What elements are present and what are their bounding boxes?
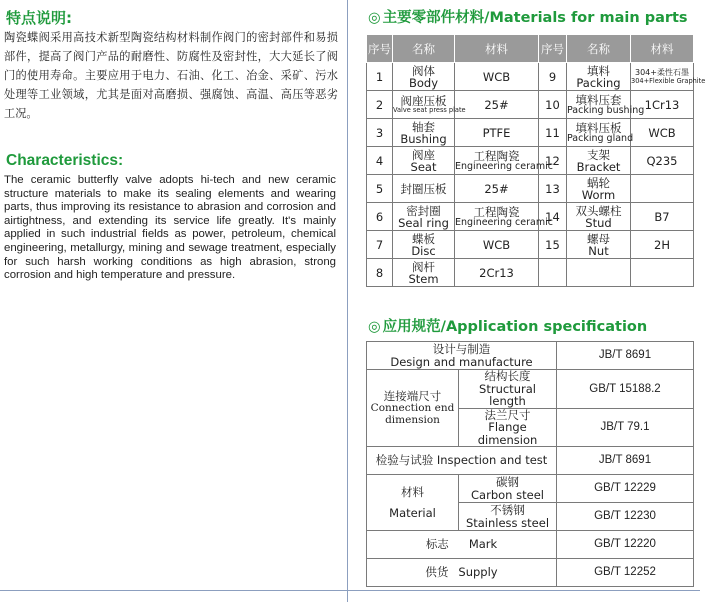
- part-material: [631, 259, 694, 287]
- spec-standard: GB/T 12252: [557, 559, 694, 587]
- part-no: 14: [539, 203, 567, 231]
- part-material: PTFE: [455, 119, 539, 147]
- circle-bullet-icon: ◎: [368, 319, 381, 335]
- spec-sublabel: 不锈钢 Stainless steel: [459, 503, 557, 531]
- part-material: Q235: [631, 147, 694, 175]
- table-row: [367, 447, 694, 475]
- part-no: 15: [539, 231, 567, 259]
- part-material: WCB: [455, 63, 539, 91]
- part-material: 25#: [455, 91, 539, 119]
- spec-standard: GB/T 15188.2: [557, 370, 694, 409]
- part-no: 3: [367, 119, 393, 147]
- spec-group-label: 材料 Material: [367, 475, 459, 531]
- part-name: [567, 259, 631, 287]
- part-name: 填料压板 Packing gland: [567, 119, 631, 147]
- spec-label: 设计与制造 Design and manufacture: [367, 342, 557, 370]
- bottom-rule: [0, 590, 700, 591]
- header-name: 名称: [393, 35, 455, 63]
- table-row: [367, 147, 694, 175]
- header-material: 材料: [455, 35, 539, 63]
- part-no: 10: [539, 91, 567, 119]
- part-no: 9: [539, 63, 567, 91]
- part-material: 2Cr13: [455, 259, 539, 287]
- part-no: 8: [367, 259, 393, 287]
- part-material: B7: [631, 203, 694, 231]
- part-no: 1: [367, 63, 393, 91]
- part-material: 工程陶瓷 Engineering ceramic: [455, 203, 539, 231]
- part-name: 螺母 Nut: [567, 231, 631, 259]
- table-row: [367, 259, 694, 287]
- table-row: [367, 531, 694, 559]
- part-name: 双头螺柱 Stud: [567, 203, 631, 231]
- part-no: 7: [367, 231, 393, 259]
- part-name: 蝶板 Disc: [393, 231, 455, 259]
- cn-heading: 特点说明:: [6, 9, 72, 27]
- header-name: 名称: [567, 35, 631, 63]
- column-divider: [347, 0, 348, 602]
- table-row: [367, 342, 694, 370]
- part-name: 蜗轮 Worm: [567, 175, 631, 203]
- table-row: [367, 231, 694, 259]
- cn-description: 陶瓷蝶阀采用高技术新型陶瓷结构材料制作阀门的密封部件和易损部件，提高了阀门产品的耐磨性、防腐性及密封性，大大延长了阀门的使用寿命。主要应用于电力、石油、化工、冶金、采矿、污水处理等工业领域，尤其是面对高磨损、强腐蚀、高温、高压等恶劣工况。: [4, 31, 338, 120]
- part-material: WCB: [631, 119, 694, 147]
- part-no: [539, 259, 567, 287]
- part-no: 5: [367, 175, 393, 203]
- table-row: [367, 175, 694, 203]
- spec-standard: JB/T 79.1: [557, 408, 694, 447]
- header-no: 序号: [367, 35, 393, 63]
- spec-sublabel: 碳钢 Carbon steel: [459, 475, 557, 503]
- part-material: WCB: [455, 231, 539, 259]
- part-no: 12: [539, 147, 567, 175]
- parts-title-text: 主要零部件材料/Materials for main parts: [382, 10, 688, 26]
- part-material: 25#: [455, 175, 539, 203]
- spec-label: 供货 Supply: [367, 559, 557, 587]
- spec-label: 标志 Mark: [367, 531, 557, 559]
- table-row: [367, 63, 694, 91]
- part-name: 密封圈 Seal ring: [393, 203, 455, 231]
- spec-standard: GB/T 12230: [557, 503, 694, 531]
- table-row: [367, 475, 694, 503]
- part-name: 支架 Bracket: [567, 147, 631, 175]
- part-material: 2H: [631, 231, 694, 259]
- table-row: [367, 559, 694, 587]
- parts-header-row: [367, 35, 694, 63]
- part-name: 填料压套 Packing bushing: [567, 91, 631, 119]
- spec-standard: JB/T 8691: [557, 447, 694, 475]
- part-name: 阀体 Body: [393, 63, 455, 91]
- part-material: 1Cr13: [631, 91, 694, 119]
- table-row: [367, 203, 694, 231]
- parts-table: [366, 34, 705, 287]
- parts-title: [368, 6, 688, 27]
- part-material: 工程陶瓷 Engineering ceramic: [455, 147, 539, 175]
- spec-group-label: 连接端尺寸 Connection end dimension: [367, 370, 459, 447]
- part-material: [631, 175, 694, 203]
- header-material: 材料: [631, 35, 694, 63]
- spec-title-text: 应用规范/Application specification: [382, 319, 648, 335]
- part-name: 轴套 Bushing: [393, 119, 455, 147]
- spec-sublabel: 结构长度 Structural length: [459, 370, 557, 409]
- spec-standard: JB/T 8691: [557, 342, 694, 370]
- en-description: The ceramic butterfly valve adopts hi-tech and new ceramic structure materials to make its sealing elements and wearing parts, thus improving its resistance to abrasion and corrosion and airtightness, and extending its service life greatly. It's mainly applied in such industrial fields as power, petroleum, chemical engineering, metallurgy, mining and sewage treatment, especially for such harsh working conditions as high abrasion, strong corrosion and high temperature and pressure.: [4, 174, 336, 282]
- part-name: 填料 Packing: [567, 63, 631, 91]
- part-name: 阀座 Seat: [393, 147, 455, 175]
- part-no: 4: [367, 147, 393, 175]
- part-no: 11: [539, 119, 567, 147]
- spec-sublabel: 法兰尺寸 Flange dimension: [459, 408, 557, 447]
- table-row: [367, 119, 694, 147]
- spec-standard: GB/T 12220: [557, 531, 694, 559]
- part-no: 6: [367, 203, 393, 231]
- spec-title: [368, 315, 647, 336]
- part-no: 13: [539, 175, 567, 203]
- part-material: 304+柔性石墨 304+Flexible Graphite: [631, 63, 694, 91]
- part-no: 2: [367, 91, 393, 119]
- en-heading: Characteristics:: [6, 152, 124, 169]
- part-name: 阀杆 Stem: [393, 259, 455, 287]
- circle-bullet-icon: ◎: [368, 10, 381, 26]
- spec-standard: GB/T 12229: [557, 475, 694, 503]
- part-name: 阀座压板 Valve seat press plate: [393, 91, 455, 119]
- table-row: [367, 370, 694, 409]
- table-row: [367, 91, 694, 119]
- spec-label: 检验与试验 Inspection and test: [367, 447, 557, 475]
- part-name: 封圈压板: [393, 175, 455, 203]
- spec-table: [366, 341, 694, 587]
- header-no: 序号: [539, 35, 567, 63]
